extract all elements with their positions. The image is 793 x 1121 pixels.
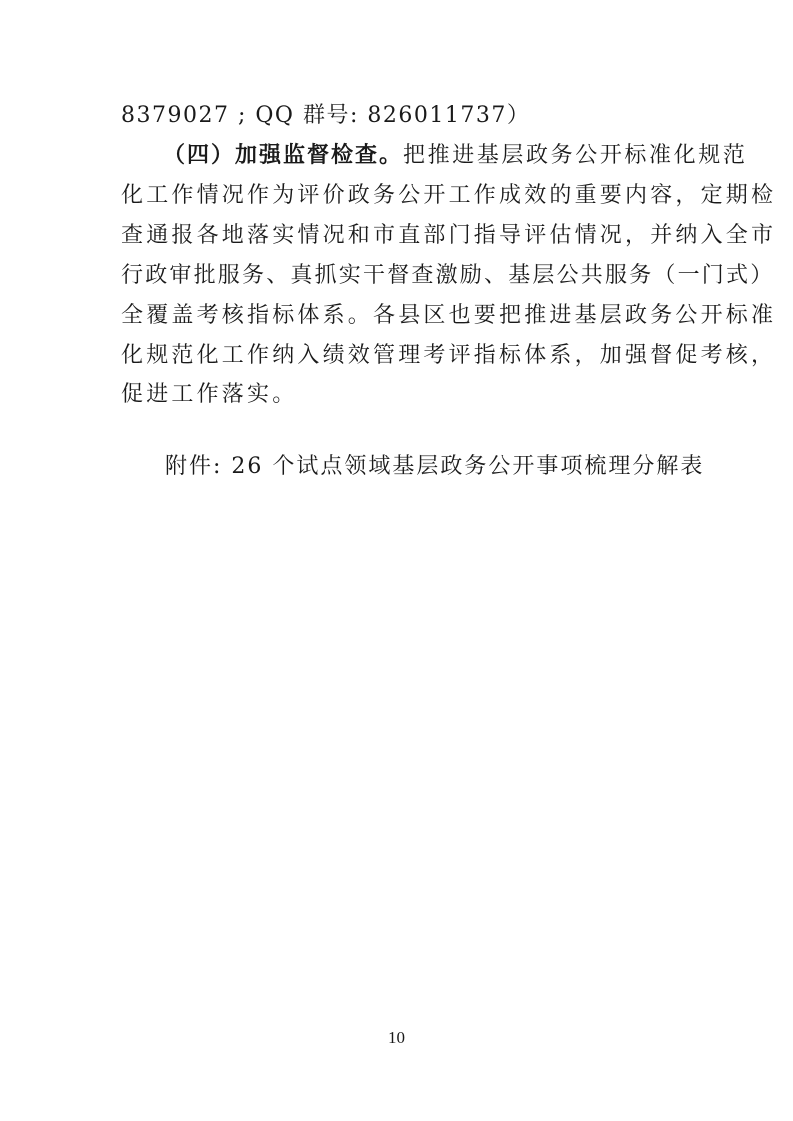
section-first-line bbox=[163, 141, 747, 171]
body-line-3: 行政审批服务、真抓实干督查激励、基层公共服务（一门式） bbox=[121, 263, 775, 288]
page-number: 10 bbox=[388, 1028, 405, 1047]
body-line-5: 化规范化工作纳入绩效管理考评指标体系，加强督促考核， bbox=[121, 343, 777, 368]
body-line-6: 促进工作落实。 bbox=[121, 382, 298, 407]
section-heading: （四）加强监督检查。 bbox=[163, 143, 404, 168]
body-line-2: 查通报各地落实情况和市直部门指导评估情况，并纳入全市 bbox=[121, 223, 777, 248]
body-line-1: 化工作情况作为评价政务公开工作成效的重要内容，定期检 bbox=[121, 183, 777, 208]
attachment-note: 附件: 26 个试点领域基层政务公开事项梳理分解表 bbox=[165, 454, 705, 479]
body-line-4: 全覆盖考核指标体系。各县区也要把推进基层政务公开标准 bbox=[121, 303, 777, 328]
section-first-line-text: 把推进基层政务公开标准化规范 bbox=[403, 143, 748, 168]
contact-line: 8379027 ; QQ 群号: 826011737） bbox=[121, 103, 531, 128]
